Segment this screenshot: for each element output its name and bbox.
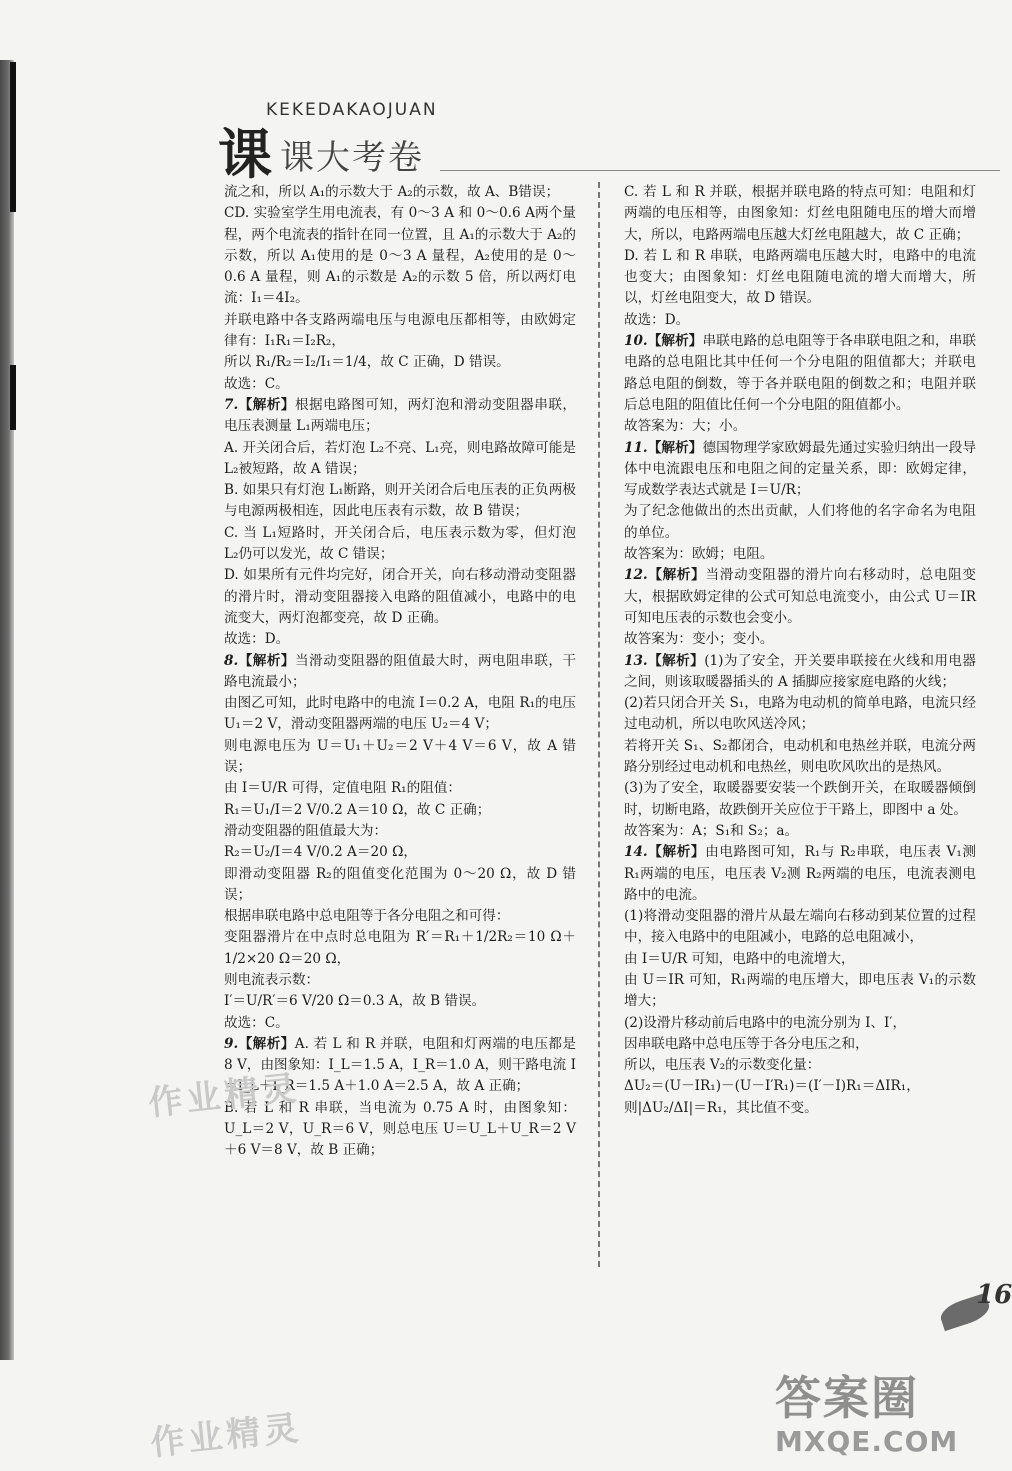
paragraph <box>624 1034 976 1055</box>
paragraph <box>624 416 976 437</box>
paragraph-text: 则电流表示数： <box>224 971 320 988</box>
analysis-tag: 【解析】 <box>647 567 706 584</box>
analysis-tag: 【解析】 <box>647 333 703 350</box>
question-number: 8. <box>224 652 239 669</box>
paragraph <box>224 1013 576 1034</box>
paragraph <box>224 480 576 523</box>
site-watermark <box>775 1372 997 1470</box>
paragraph <box>624 438 976 502</box>
paragraph-text: 故选：D。 <box>624 311 690 328</box>
paragraph <box>224 374 576 395</box>
paragraph-text: 因串联电路中总电压等于各分电压之和， <box>624 1035 869 1052</box>
page-edge-shadow <box>0 60 14 1360</box>
paragraph <box>224 203 576 309</box>
paragraph <box>224 800 576 821</box>
paragraph-text: 故答案为：变小；变小。 <box>624 631 774 648</box>
paragraph <box>624 1013 976 1034</box>
paragraph-text: R₂＝U₂/I＝4 V/0.2 A＝20 Ω， <box>224 844 417 861</box>
left-column <box>224 182 576 1162</box>
paragraph-text: B. 若 L 和 R 串联，当电流为 0.75 A 时，由图象知：U_L＝2 V，U_R＝6 V，则总电压 U＝U_L＋U_R＝2 V＋6 V＝8 V，故 B 正确； <box>224 1099 576 1159</box>
paragraph-text: 滑动变阻器的阻值最大为： <box>224 822 388 839</box>
paragraph-text: R₁＝U₁/I＝2 V/0.2 A＝10 Ω，故 C 正确； <box>224 801 491 818</box>
paragraph <box>224 842 576 863</box>
paragraph <box>224 438 576 481</box>
paragraph-text: (3)为了安全，取暖器要安装一个跌倒开关，在取暖器倾倒时，切断电路，故跌倒开关应位于干路上，即图中 a 处。 <box>624 780 976 818</box>
paragraph <box>624 1055 976 1076</box>
question-number: 11. <box>624 439 648 456</box>
paragraph-text: 德国物理学家欧姆最先通过实验归纳出一段导体中电流跟电压和电阻之间的定量关系，即：欧姆定律，写成数学表达式就是 I＝U/R； <box>624 439 976 499</box>
binding-mark <box>10 62 16 212</box>
paragraph <box>624 182 976 246</box>
paragraph <box>224 565 576 629</box>
paragraph <box>224 864 576 907</box>
paragraph <box>624 693 976 736</box>
paragraph-text: 流之和，所以 A₁的示数大于 A₂的示数，故 A、B错误； <box>224 184 560 200</box>
paragraph-text: 所以，电压表 V₂的示数变化量： <box>624 1057 821 1074</box>
paragraph <box>224 821 576 842</box>
question-number: 9. <box>224 1035 239 1052</box>
column-divider <box>598 182 600 1267</box>
faded-stamp: 作业精灵 <box>146 1068 303 1124</box>
paragraph-text: A. 若 L 和 R 并联，电阻和灯两端的电压都是 8 V，由图象知：I_L＝1.5 A，I_R＝1.0 A，则干路电流 I＝I_L＋I_R＝1.5 A＋1.0 A＝2.5 A，故 A 正确； <box>224 1035 576 1095</box>
paragraph-text: 即滑动变阻器 R₂的阻值变化范围为 0～20 Ω，故 D 错误； <box>224 865 576 903</box>
paragraph-text: C. 若 L 和 R 并联，根据并联电路的特点可知：电阻和灯两端的电压相等，由图象知：灯丝电阻随电压的增大而增大，所以，电路两端电压越大灯丝电阻越大，故 C 正确； <box>624 184 976 243</box>
analysis-tag: 【解析】 <box>238 396 295 413</box>
analysis-tag: 【解析】 <box>647 844 706 861</box>
paragraph <box>224 693 576 736</box>
paragraph-text: A. 开关闭合后，若灯泡 L₂不亮、L₁亮，则电路故障可能是 L₂被短路，故 A 错误； <box>224 439 576 477</box>
watermark-url: MXQE.COM <box>775 1425 959 1458</box>
paragraph-text: 当滑动变阻器的阻值最大时，两电阻串联，干路电流最小； <box>224 652 576 690</box>
paragraph <box>624 1076 976 1097</box>
paragraph <box>624 501 976 544</box>
paragraph <box>624 842 976 906</box>
paragraph-text: 故选：C。 <box>224 375 289 392</box>
header-logo-rest: 课大考卷 <box>280 138 424 178</box>
paragraph-text: C. 当 L₁短路时，开关闭合后，电压表示数为零，但灯泡 L₂仍可以发光，故 C 错误； <box>224 524 576 563</box>
paragraph-text: (2)若只闭合开关 S₁，电路为电动机的简单电路，电流只经过电动机，所以电吹风送冷风； <box>624 695 976 733</box>
paragraph <box>624 565 976 629</box>
paragraph-text: 则|ΔU₂/ΔI|＝R₁，其比值不变。 <box>624 1099 818 1116</box>
paragraph <box>224 906 576 927</box>
paragraph <box>224 991 576 1012</box>
paragraph <box>624 331 976 416</box>
paragraph-text: 由 I＝U/R 可得，定值电阻 R₁的阻值： <box>224 780 462 797</box>
analysis-tag: 【解析】 <box>238 1035 295 1052</box>
paragraph-text: 故选：D。 <box>224 631 290 648</box>
paragraph-text: 故选：C。 <box>224 1014 289 1031</box>
paragraph-text: 由 U＝IR 可知，R₁两端的电压增大，即电压表 V₁的示数增大； <box>624 971 976 1010</box>
paragraph-text: 故答案为：大；小。 <box>624 418 747 435</box>
paragraph <box>224 395 576 438</box>
paragraph-text: 串联电路的总电阻等于各串联电阻之和，串联电路的总电阻比其中任何一个分电阻的阻值都大；并联电路总电阻的倒数，等于各并联电阻的倒数之和；电阻并联后总电阻的阻值比任何一个分电阻的阻值都小。 <box>624 333 976 413</box>
paragraph-text: 所以 R₁/R₂＝I₂/I₁＝1/4，故 C 正确，D 错误。 <box>224 354 510 371</box>
paragraph-text: ΔU₂＝(U－IR₁)－(U－I′R₁)＝(I′－I)R₁＝ΔIR₁， <box>624 1078 920 1095</box>
paragraph <box>224 970 576 991</box>
paragraph-text: (2)设滑片移动前后电路中的电流分别为 I、I′， <box>624 1014 907 1031</box>
page-number: 16 <box>976 1280 1012 1310</box>
watermark-title: 答案圈 <box>775 1371 919 1425</box>
analysis-tag: 【解析】 <box>647 652 705 669</box>
paragraph-text: CD. 实验室学生用电流表，有 0～3 A 和 0～0.6 A两个量程，两个电流表的指针在同一位置，且 A₁的示数大于 A₂的示数，所以 A₁使用的是 0～3 A 量程，A₂使用的是 0～0.6 A 量程，则 A₁的示数是 A₂的示数 5 倍，所以两灯电流：I₁＝4I₂。 <box>224 205 576 307</box>
paragraph <box>224 352 576 373</box>
paragraph-text: I′＝U/R′＝6 V/20 Ω＝0.3 A，故 B 错误。 <box>224 993 486 1010</box>
paragraph-text: 变阻器滑片在中点时总电阻为 R′＝R₁＋1/2R₂＝10 Ω＋1/2×20 Ω＝20 Ω， <box>224 929 576 967</box>
header-logo-main: 课 <box>218 122 272 186</box>
paragraph-text: 若将开关 S₁、S₂都闭合，电动机和电热丝并联，电流分两路分别经过电动机和电热丝，则电吹风吹出的是热风。 <box>624 737 976 776</box>
paragraph <box>624 544 976 565</box>
paragraph-text: 故答案为：A；S₁和 S₂；a。 <box>624 822 799 839</box>
paragraph-text: 由电路图可知，R₁与 R₂串联，电压表 V₁测 R₁两端的电压，电压表 V₂测 R₂两端的电压，电流表测电路中的电流。 <box>624 844 977 903</box>
paragraph <box>624 821 976 842</box>
paragraph-text: 为了纪念他做出的杰出贡献，人们将他的名字命名为电阻的单位。 <box>624 503 976 541</box>
question-number: 10. <box>624 333 648 350</box>
header-rule <box>440 170 1000 171</box>
paragraph-text: 当滑动变阻器的滑片向右移动时，总电阻变大，根据欧姆定律的公式可知总电流变小，由公式 U＝IR 可知电压表的示数也会变小。 <box>624 567 977 626</box>
paragraph-text: D. 若 L 和 R 串联，电路两端电压越大时，电路中的电流也变大；由图象知：灯丝电阻随电流的增大而增大，所以，灯丝电阻变大，故 D 错误。 <box>624 247 976 307</box>
paragraph-text: 根据电路图可知，两灯泡和滑动变阻器串联，电压表测量 L₁两端电压； <box>224 396 576 435</box>
paragraph-text: 根据串联电路中总电阻等于各分电阻之和可得： <box>224 908 510 925</box>
paragraph <box>224 629 576 650</box>
paragraph <box>624 310 976 331</box>
question-number: 14. <box>624 844 648 861</box>
paragraph <box>224 651 576 694</box>
right-column <box>624 182 976 1119</box>
paragraph-text: (1)将滑动变阻器的滑片从最左端向右移动到某位置的过程中，接入电路中的电阻减小，电路的总电阻减小， <box>624 908 976 946</box>
paragraph <box>624 1098 976 1119</box>
paragraph <box>224 182 576 203</box>
paragraph-text: (1)为了安全，开关要串联接在火线和用电器之间，则该取暖器插头的 A 插脚应接家庭电路的火线； <box>624 652 976 690</box>
question-number: 7. <box>224 396 239 413</box>
header-pinyin: KEKEDAKAOJUAN <box>266 100 438 120</box>
book-header <box>218 100 518 186</box>
paragraph <box>224 927 576 970</box>
paragraph <box>224 310 576 353</box>
question-number: 13. <box>624 652 648 669</box>
page-number-badge <box>940 1282 1010 1342</box>
paragraph-text: 则电源电压为 U＝U₁＋U₂＝2 V＋4 V＝6 V，故 A 错误； <box>224 737 576 776</box>
faded-stamp: 作业精灵 <box>148 1408 305 1464</box>
paragraph <box>624 906 976 949</box>
paragraph-text: 并联电路中各支路两端电压与电源电压都相等，由欧姆定律有：I₁R₁＝I₂R₂， <box>224 311 576 350</box>
paragraph-text: 由图乙可知，此时电路中的电流 I＝0.2 A，电阻 R₁的电压 U₁＝2 V，滑动变阻器两端的电压 U₂＝4 V； <box>224 695 576 733</box>
paragraph <box>624 778 976 821</box>
analysis-tag: 【解析】 <box>647 439 703 456</box>
paragraph-text: D. 如果所有元件均完好，闭合开关，向右移动滑动变阻器的滑片时，滑动变阻器接入电路的阻值减小，电路中的电流变大，两灯泡都变亮，故 D 正确。 <box>224 567 576 626</box>
paragraph-text: 由 I＝U/R 可知，电路中的电流增大， <box>624 950 855 967</box>
paragraph <box>624 970 976 1013</box>
paragraph <box>624 736 976 779</box>
paragraph <box>224 778 576 799</box>
binding-mark <box>10 365 16 430</box>
paragraph <box>624 629 976 650</box>
paragraph <box>624 246 976 310</box>
paragraph <box>224 736 576 779</box>
paragraph <box>624 651 976 694</box>
question-number: 12. <box>624 567 648 584</box>
paragraph <box>624 949 976 970</box>
paragraph <box>224 523 576 566</box>
paragraph-text: 故答案为：欧姆；电阻。 <box>624 546 774 563</box>
analysis-tag: 【解析】 <box>238 652 295 669</box>
paragraph-text: B. 如果只有灯泡 L₁断路，则开关闭合后电压表的正负两极与电源两极相连，因此电压表有示数，故 B 错误； <box>224 482 576 520</box>
